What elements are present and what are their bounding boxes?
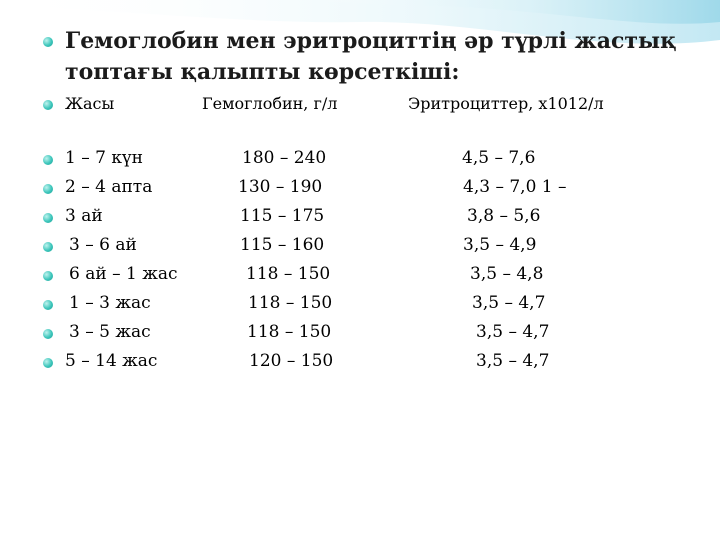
erythrocytes-cell: 3,5 – 4,7	[472, 293, 546, 313]
column-header-erythrocytes: Эритроциттер, х1012/л	[408, 94, 604, 113]
row-bullet	[43, 329, 53, 339]
hemoglobin-cell: 118 – 150	[246, 264, 331, 284]
age-cell: 3 – 6 ай	[69, 235, 137, 255]
hemoglobin-cell: 118 – 150	[247, 322, 332, 342]
header-bullet	[43, 100, 53, 110]
row-bullet	[43, 242, 53, 252]
hemoglobin-cell: 120 – 150	[249, 351, 334, 371]
erythrocytes-cell: 3,5 – 4,9	[463, 235, 537, 255]
row-bullet	[43, 155, 53, 165]
age-cell: 3 – 5 жас	[69, 322, 151, 342]
row-bullet	[43, 358, 53, 368]
column-header-age: Жасы	[65, 94, 115, 113]
age-cell: 5 – 14 жас	[65, 351, 158, 371]
row-bullet	[43, 184, 53, 194]
erythrocytes-cell: 3,8 – 5,6	[467, 206, 541, 226]
age-cell: 2 – 4 апта	[65, 177, 153, 197]
hemoglobin-cell: 180 – 240	[242, 148, 327, 168]
row-bullet	[43, 271, 53, 281]
row-bullet	[43, 300, 53, 310]
slide-title-line-1: Гемоглобин мен эритроциттің әр түрлі жастық	[65, 28, 677, 54]
hemoglobin-cell: 118 – 150	[248, 293, 333, 313]
age-cell: 1 – 7 күн	[65, 148, 143, 168]
age-cell: 6 ай – 1 жас	[69, 264, 178, 284]
slide-title-line-2: топтағы қалыпты көрсеткіші:	[65, 59, 460, 85]
age-cell: 1 – 3 жас	[69, 293, 151, 313]
column-header-hemoglobin: Гемоглобин, г/л	[202, 94, 338, 113]
hemoglobin-cell: 130 – 190	[238, 177, 323, 197]
title-bullet	[43, 37, 53, 47]
erythrocytes-cell: 3,5 – 4,7	[476, 351, 550, 371]
hemoglobin-cell: 115 – 160	[240, 235, 325, 255]
age-cell: 3 ай	[65, 206, 103, 226]
erythrocytes-cell: 4,5 – 7,6	[462, 148, 536, 168]
erythrocytes-cell: 3,5 – 4,7	[476, 322, 550, 342]
erythrocytes-cell: 3,5 – 4,8	[470, 264, 544, 284]
erythrocytes-cell: 4,3 – 7,0 1 –	[463, 177, 567, 197]
row-bullet	[43, 213, 53, 223]
hemoglobin-cell: 115 – 175	[240, 206, 325, 226]
